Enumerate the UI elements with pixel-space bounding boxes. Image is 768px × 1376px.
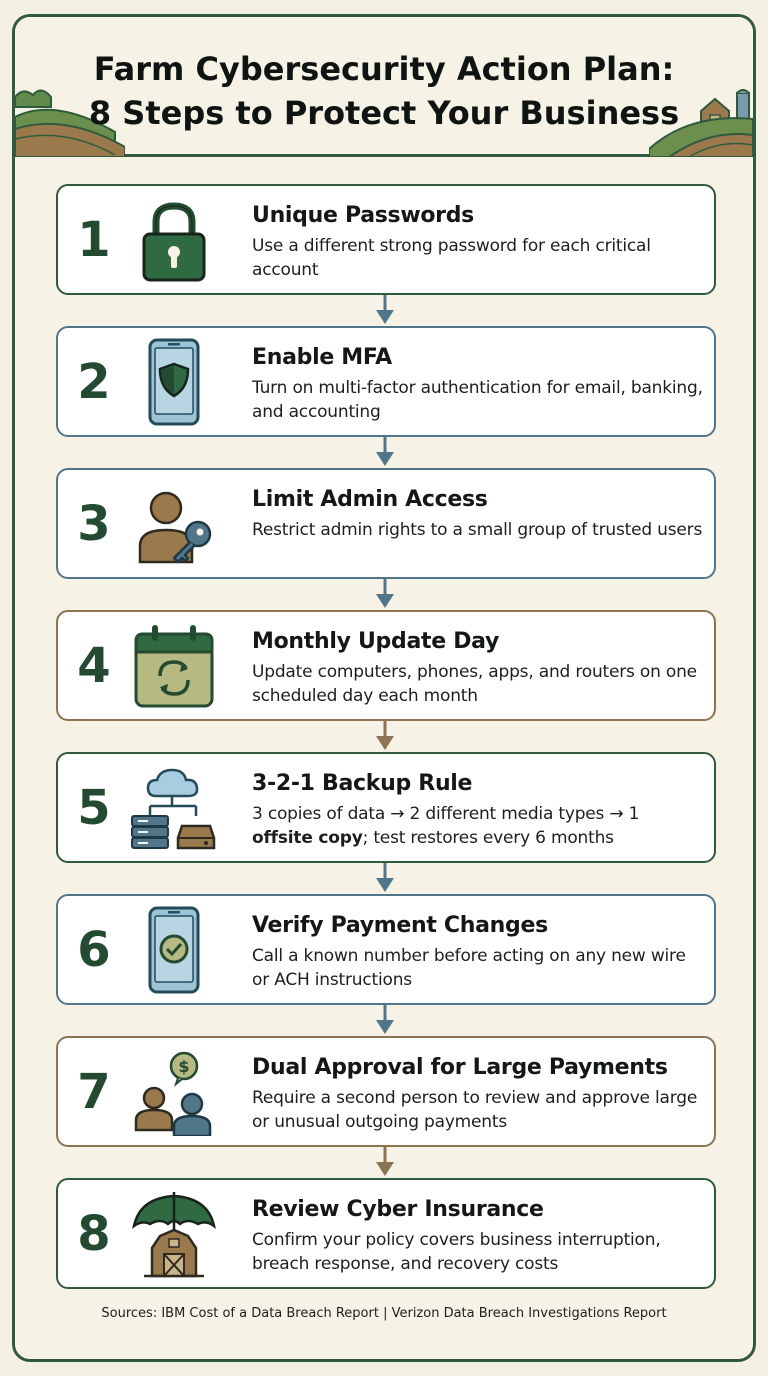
- step-number: 6: [77, 922, 111, 978]
- arrow-down-icon: [374, 579, 396, 609]
- phone-check-icon: [130, 906, 218, 994]
- step-description: Require a second person to review and approve large or unusual outgoing payments: [252, 1088, 698, 1132]
- arrow-down-icon: [374, 863, 396, 893]
- step-card-6: [56, 894, 716, 1005]
- step-description-part-2: ; test restores every 6 months: [362, 828, 614, 848]
- user-key-icon: [130, 480, 218, 568]
- step-title: Monthly Update Day: [252, 629, 500, 654]
- step-title: Unique Passwords: [252, 203, 474, 228]
- infographic-frame: [12, 14, 756, 1362]
- svg-text:$: $: [178, 1057, 190, 1076]
- step-description-bold: offsite copy: [252, 828, 363, 848]
- sources-footer: Sources: IBM Cost of a Data Breach Report | Verizon Data Breach Investigations Report: [101, 1306, 667, 1321]
- step-number: 3: [77, 496, 111, 552]
- step-description: Use a different strong password for each critical account: [252, 236, 651, 280]
- padlock-icon: [130, 196, 218, 284]
- step-title: Limit Admin Access: [252, 487, 488, 512]
- step-card-2: [56, 326, 716, 437]
- step-description: Restrict admin rights to a small group of trusted users: [252, 520, 703, 540]
- page-title-line-1: Farm Cybersecurity Action Plan:: [93, 50, 675, 88]
- step-description: Call a known number before acting on any new wire or ACH instructions: [252, 946, 686, 990]
- step-title: Verify Payment Changes: [252, 913, 548, 938]
- two-people-dollar-icon: [130, 1048, 218, 1136]
- step-card-8: [56, 1178, 716, 1289]
- page-title: [15, 47, 753, 135]
- cloud-backup-icon: [130, 764, 218, 852]
- step-description: Confirm your policy covers business interruption, breach response, and recovery costs: [252, 1230, 661, 1274]
- arrow-down-icon: [374, 721, 396, 751]
- step-number: 1: [77, 212, 111, 268]
- step-number: 8: [77, 1206, 111, 1262]
- calendar-refresh-icon: [130, 622, 218, 710]
- step-number: 7: [77, 1064, 111, 1120]
- step-number: 5: [77, 780, 111, 836]
- arrow-down-icon: [374, 1005, 396, 1035]
- step-title: Dual Approval for Large Payments: [252, 1055, 668, 1080]
- umbrella-barn-icon: [130, 1190, 218, 1278]
- step-description: Turn on multi-factor authentication for email, banking, and accounting: [252, 378, 703, 422]
- step-title: Enable MFA: [252, 345, 392, 370]
- arrow-down-icon: [374, 437, 396, 467]
- step-card-4: [56, 610, 716, 721]
- arrow-down-icon: [374, 295, 396, 325]
- step-number: 4: [77, 638, 111, 694]
- step-card-7: [56, 1036, 716, 1147]
- page-title-line-2: 8 Steps to Protect Your Business: [88, 94, 680, 132]
- step-description: [252, 802, 704, 850]
- header: [15, 17, 753, 157]
- step-number: 2: [77, 354, 111, 410]
- step-card-5: [56, 752, 716, 863]
- phone-shield-icon: [130, 338, 218, 426]
- step-title: 3-2-1 Backup Rule: [252, 771, 473, 796]
- step-card-3: [56, 468, 716, 579]
- step-description-part-1: 3 copies of data → 2 different media types → 1: [252, 804, 640, 824]
- step-title: Review Cyber Insurance: [252, 1197, 544, 1222]
- step-description: Update computers, phones, apps, and routers on one scheduled day each month: [252, 662, 697, 706]
- arrow-down-icon: [374, 1147, 396, 1177]
- step-card-1: [56, 184, 716, 295]
